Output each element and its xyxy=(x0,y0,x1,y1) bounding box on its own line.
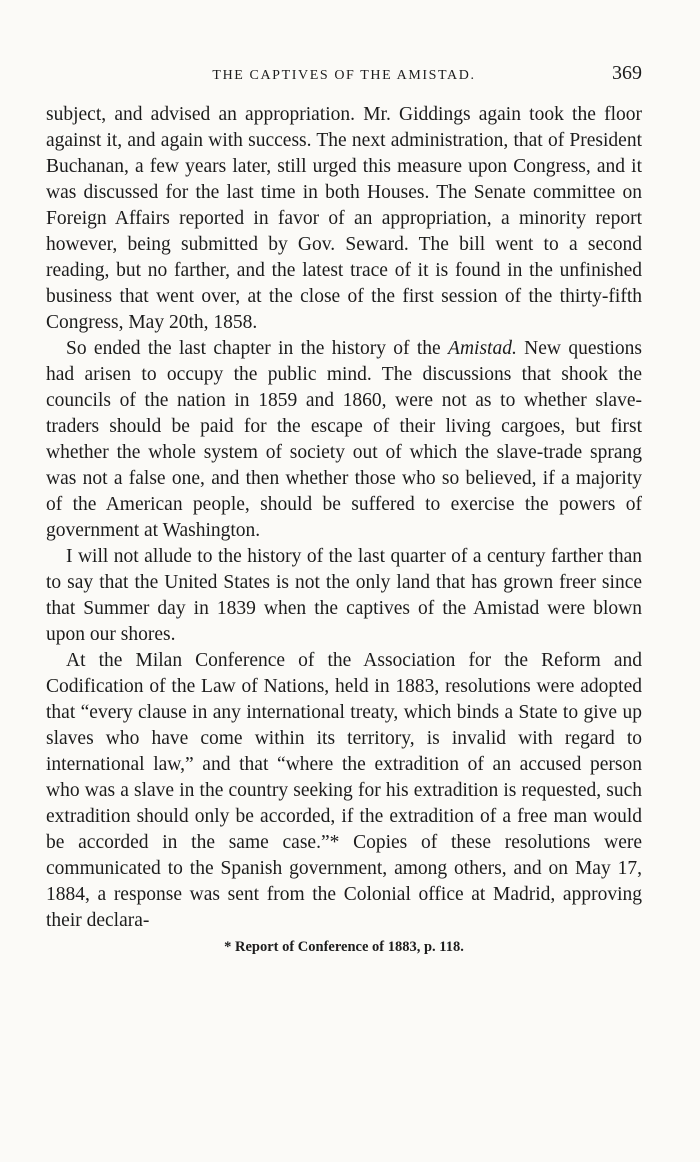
paragraph-1: subject, and advised an appropriation. Mr. Giddings again took the floor against it, and again with success. The next administration, that of President Buchanan, a few years later, still urged this measure upon Congress, and it was discussed for the last time in both Houses. The Senate committee on Foreign Affairs reported in favor of an appropriation, a minority report however, being submitted by Gov. Seward. The bill went to a second reading, but no farther, and the latest trace of it is found in the unfinished business that went over, at the close of the first session of the thirty-fifth Congress, May 20th, 1858. xyxy=(46,104,642,333)
footnote: * Report of Conference of 1883, p. 118. xyxy=(224,939,464,955)
running-title: THE CAPTIVES OF THE AMISTAD. xyxy=(212,68,476,83)
paragraph-2-text-before: So ended the last chapter in the history of the xyxy=(66,338,449,359)
page-number: 369 xyxy=(612,62,642,84)
ship-name-italic: Amistad. xyxy=(448,338,517,359)
running-head xyxy=(46,62,642,90)
paragraph-4: At the Milan Conference of the Association for the Reform and Codification of the Law of Nations, held in 1883, resolutions were adopted that “every clause in any international treaty, which binds a State to give up slaves who have come within its territory, is invalid with regard to international law,” and that “where the extradition of an accused person who was a slave in the country seeking for his extradition is requested, such extradition should only be accorded, if the extradition of a free man would be accorded in the same case.”* Copies of these resolutions were communicated to the Spanish government, among others, and on May 17, 1884, a response was sent from the Colonial office at Madrid, approving their declara- xyxy=(46,650,642,931)
body-text xyxy=(46,102,642,934)
book-page xyxy=(46,62,642,958)
paragraph-2-text-after: New questions had arisen to occupy the public mind. The discussions that shook the councils of the nation in 1859 and 1860, were not as to whether slave-traders should be paid for the escape of their living cargoes, but first whether the whole system of society out of which the slave-trade sprang was not a false one, and then whether those who so believed, if a majority of the American people, should be suffered to exercise the powers of government at Washington. xyxy=(46,338,642,541)
paragraph-2 xyxy=(46,336,642,544)
paragraph-3: I will not allude to the history of the last quarter of a century farther than to say that the United States is not the only land that has grown freer since that Summer day in 1839 when the captives of the Amistad were blown upon our shores. xyxy=(46,546,642,645)
